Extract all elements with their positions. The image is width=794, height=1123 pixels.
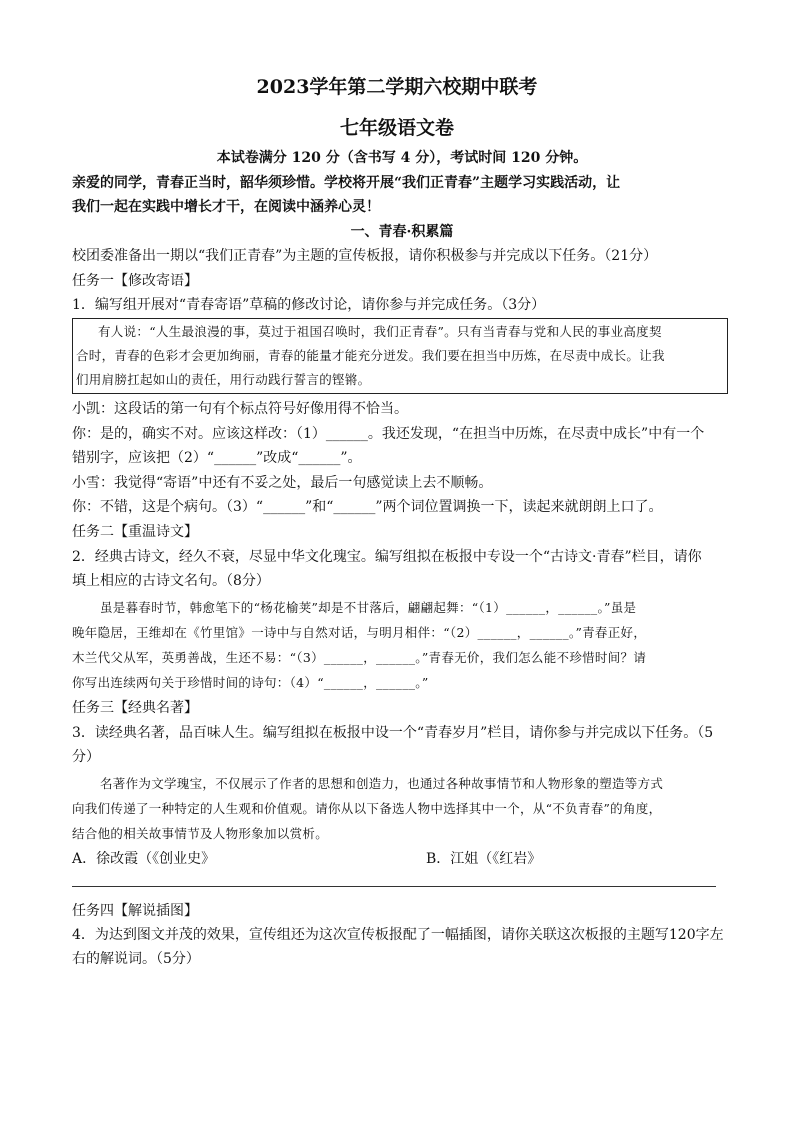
quote-line-2: 合时，青春的色彩才会更加绚丽，青春的能量才能充分迸发。我们要在担当中历炼，在尽责中成长。让我 [76,348,665,363]
option-a: A．徐改霞（《创业史》 [72,851,216,867]
dialogue-line-5: 你：不错，这是个病句。（3）“______”和“______”两个词位置调换一下，读起来就朗朗上口了。 [72,499,663,515]
task4-question-line-2: 右的解说词。（5分） [72,951,200,967]
task2-question-line-2: 填上相应的古诗文名句。（8分） [72,573,270,589]
section-heading: 一、青春·积累篇 [350,224,454,240]
task4-heading: 任务四【解说插图】 [72,903,198,919]
poem-passage-line-1: 虽是暮春时节，韩愈笔下的“杨花榆荚”却是不甘落后，翩翩起舞：“（1）______，______。”虽是 [100,600,637,615]
task1-heading: 任务一【修改寄语】 [72,273,198,289]
novel-passage-line-2: 向我们传递了一种特定的人生观和价值观。请你从以下备选人物中选择其中一个，从“不负青春”的角度， [72,801,662,816]
answer-line [72,886,716,887]
poem-passage-line-2: 晚年隐居，王维却在《竹里馆》一诗中与自然对话，与明月相伴：“（2）______，______。”青春正好， [72,625,647,640]
options-row [72,849,732,869]
task3-heading: 任务三【经典名著】 [72,700,198,716]
dialogue-line-4: 小雪：我觉得“寄语”中还有不妥之处，最后一句感觉读上去不顺畅。 [72,475,493,491]
task3-question-end: 分） [72,749,100,765]
greeting-line-1: 亲爱的同学，青春正当时，韶华须珍惜。学校将开展“我们正青春”主题学习实践活动，让 [72,175,621,191]
dialogue-line-2: 你：是的，确实不对。应该这样改：（1）______。我还发现，“在担当中历炼，在尽责中成长”中有一个 [72,426,705,442]
quote-line-3: 们用肩膀扛起如山的责任，用行动践行誓言的铿锵。 [76,372,371,387]
section-intro: 校团委准备出一期以“我们正青春”为主题的宣传板报，请你积极参与并完成以下任务。（21分） [72,248,658,264]
task1-question: 1．编写组开展对“青春寄语”草稿的修改讨论，请你参与并完成任务。（3分） [72,297,546,313]
quote-line-1: 有人说：“人生最浪漫的事，莫过于祖国召唤时，我们正青春”。只有当青春与党和人民的事业高度契 [98,324,662,339]
exam-subtitle: 七年级语文卷 [339,117,454,139]
task4-question-line-1: 4．为达到图文并茂的效果，宣传组还为这次宣传板报配了一幅插图，请你关联这次板报的主题写120字左 [72,927,724,943]
dialogue-line-3: 错别字，应该把（2）“______”改成“______”。 [72,450,362,466]
exam-title: 2023学年第二学期六校期中联考 [256,76,538,98]
exam-info: 本试卷满分 120 分（含书写 4 分），考试时间 120 分钟。 [216,150,588,166]
poem-passage-line-4: 你写出连续两句关于珍惜时间的诗句：（4）“______，______。” [72,675,429,690]
task3-question: 3．读经典名著，品百味人生。编写组拟在板报中设一个“青春岁月”栏目，请你参与并完成以下任务。（5 [72,725,714,741]
greeting-line-2: 我们一起在实践中增长才干，在阅读中涵养心灵！ [72,199,380,215]
task2-heading: 任务二【重温诗文】 [72,524,198,540]
dialogue-line-1: 小凯：这段话的第一句有个标点符号好像用得不恰当。 [72,401,408,417]
task2-question-line-1: 2．经典古诗文，经久不衰，尽显中华文化瑰宝。编写组拟在板报中专设一个“古诗文·青春”栏目，请你 [72,549,702,565]
poem-passage-line-3: 木兰代父从军，英勇善战，生还不易：“（3）______，______。”青春无价，我们怎么能不珍惜时间？请 [72,650,647,665]
novel-passage-line-3: 结合他的相关故事情节及人物形象加以赏析。 [72,826,329,841]
option-b: B．江姐（《红岩》 [426,851,542,867]
novel-passage-line-1: 名著作为文学瑰宝，不仅展示了作者的思想和创造力，也通过各种故事情节和人物形象的塑造等方式 [100,776,664,791]
